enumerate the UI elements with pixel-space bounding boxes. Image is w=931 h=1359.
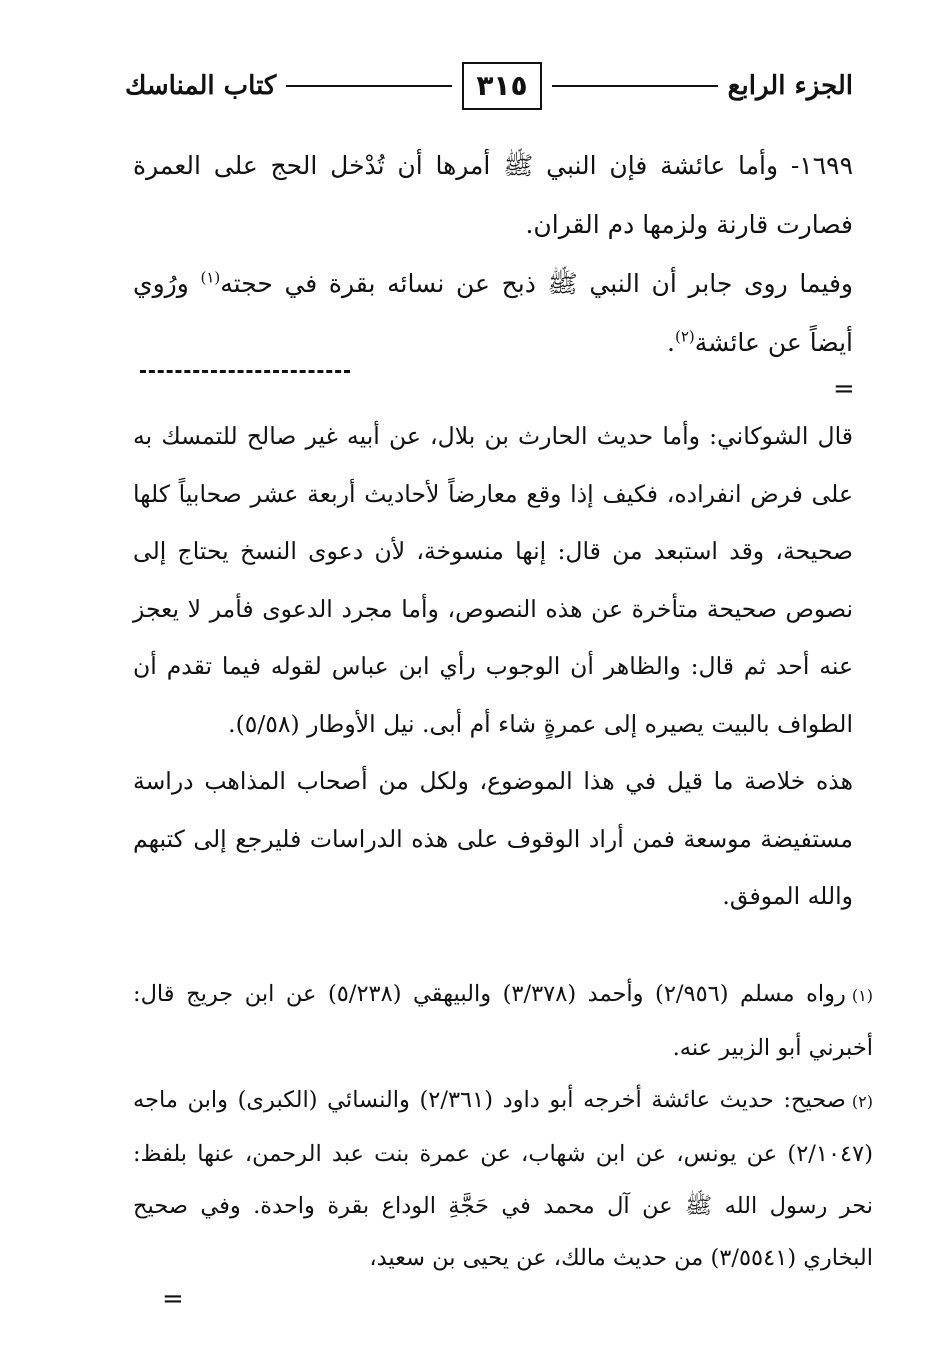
commentary (133, 408, 853, 926)
footnote-2 (133, 1074, 873, 1284)
continuation-mark-top: = (833, 374, 855, 404)
page-header (125, 58, 853, 114)
summary-paragraph: هذه خلاصة ما قيل في هذا الموضوع، ولكل من أصحاب المذاهب دراسة مستفيضة موسعة فمن أراد الوقوف على هذه الدراسات فليرجع إلى كتبهم والله الموفق. (133, 767, 853, 910)
continuation-mark-bottom: = (162, 1284, 184, 1314)
footnote-ref-1[interactable]: (١) (200, 268, 221, 287)
footnote-1 (133, 968, 873, 1074)
header-rule-right (552, 85, 718, 87)
footnote-2-text: صحيح: حديث عائشة أخرجه أبو داود (٢/٣٦١) والنسائي (الكبرى) وابن ماجه (٢/١٠٤٧) عن يونس، عن ابن شهاب، عن عمرة بنت عبد الرحمن، عنها بلفظ: نحر رسول الله ﷺ عن آل محمد في حَجَّةِ الوداع بقرة واحدة. وفي صحيح البخاري (٣/٥٥٤١) من حديث مالك، عن يحيى بن سعيد، (133, 1087, 873, 1271)
shawkani-paragraph: قال الشوكاني: وأما حديث الحارث بن بلال، عن أبيه غير صالح للتمسك به على فرض انفراده، فكيف إذا وقع معارضاً لأحاديث أربعة عشر صحابياً كلها صحيحة، وقد استبعد من قال: إنها منسوخة، لأن دعوى النسخ يحتاج إلى نصوص صحيحة متأخرة عن هذه النصوص، وأما مجرد الدعوى فأمر لا يعجز عنه أحد ثم قال: والظاهر أن الوجوب رأي ابن عباس لقوله فيما تقدم أن الطواف بالبيت يصيره إلى عمرةٍ شاء أم أبى. نيل الأوطار (٥/٥٨). (133, 422, 853, 738)
footnote-1-number: (١) (851, 986, 873, 1005)
jabir-text: وفيما روى جابر أن النبي ﷺ ذبح عن نسائه بقرة في حجته (220, 269, 854, 298)
book-title: كتاب المناسك (124, 71, 277, 101)
footnote-1-text: رواه مسلم (٢/٩٥٦) وأحمد (٣/٣٧٨) والبيهقي (٥/٢٣٨) عن ابن جريج قال: أخبرني أبو الزبير عنه. (133, 981, 873, 1061)
hadith-paragraph: ١٦٩٩- وأما عائشة فإن النبي ﷺ أمرها أن تُدْخل الحج على العمرة فصارت قارنة ولزمها دم القران. (133, 151, 853, 239)
page-number: ٣١٥ (462, 62, 541, 110)
aisha-text: ورُوي أيضاً عن عائشة (133, 269, 853, 357)
header-rule-left (286, 85, 452, 87)
footnotes (133, 968, 873, 1284)
main-text (133, 136, 853, 372)
volume-title: الجزء الرابع (727, 71, 853, 101)
footnote-separator (140, 370, 350, 373)
footnote-2-number: (٢) (851, 1092, 873, 1111)
footnote-ref-2[interactable]: (٢) (674, 327, 695, 346)
jabir-paragraph (133, 254, 853, 372)
period: . (667, 328, 675, 357)
